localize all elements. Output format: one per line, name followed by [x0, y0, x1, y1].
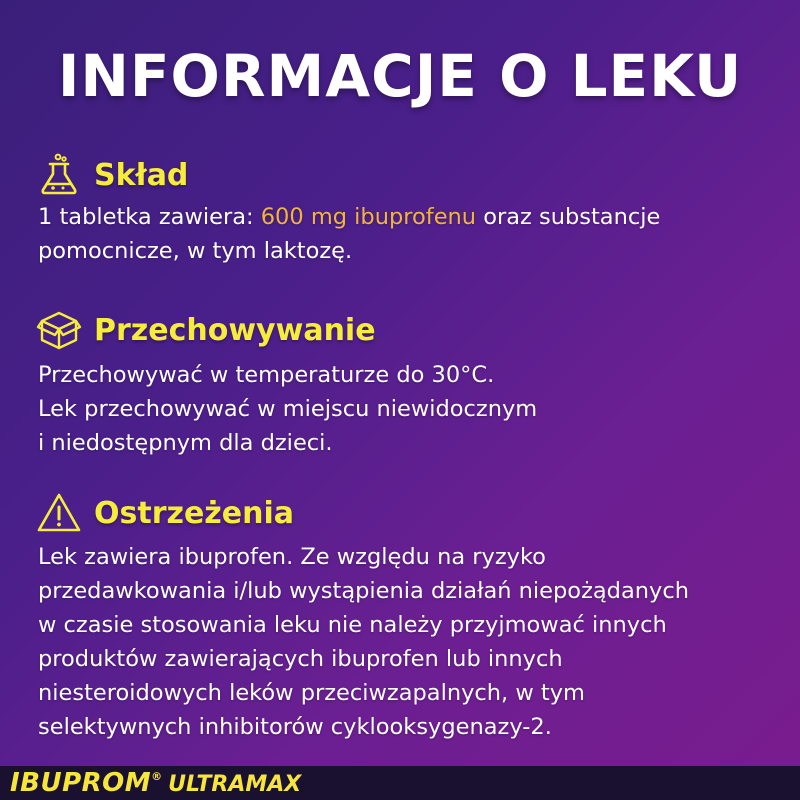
text-line: w czasie stosowania leku nie należy przyjmować innych	[38, 612, 667, 638]
section-ostrzezenia-header	[36, 488, 294, 538]
section-ostrzezenia-text	[38, 540, 689, 744]
text-line: selektywnych inhibitorów cyklooksygenazy-2.	[38, 714, 552, 740]
brand-suffix: ULTRAMAX	[168, 772, 302, 797]
section-przechowywanie-header	[36, 305, 376, 355]
box-icon	[36, 307, 82, 353]
text-line: produktów zawierających ibuprofen lub innych	[38, 646, 563, 672]
section-heading: Skład	[94, 157, 189, 193]
brand-logo	[10, 768, 301, 798]
text-line	[38, 200, 660, 234]
registered-mark: ®	[151, 770, 163, 783]
text-line: Lek zawiera ibuprofen. Ze względu na ryzyko	[38, 544, 546, 570]
section-przechowywanie-text	[38, 358, 537, 460]
text-line: i niedostępnym dla dzieci.	[38, 430, 333, 456]
text-fragment: 1 tabletka zawiera:	[38, 204, 261, 230]
text-line: niesteroidowych leków przeciwzapalnych, w tym	[38, 680, 585, 706]
brand-name: IBUPROM	[10, 768, 152, 798]
section-heading: Przechowywanie	[94, 312, 376, 348]
dose-highlight: 600 mg ibuprofenu	[260, 204, 477, 230]
section-sklad-text	[38, 200, 660, 268]
text-line: pomocnicze, w tym laktozę.	[38, 238, 353, 264]
text-line: Lek przechowywać w miejscu niewidocznym	[38, 396, 538, 422]
text-line: przedawkowania i/lub wystąpienia działań niepożądanych	[38, 578, 689, 604]
flask-icon	[36, 152, 82, 198]
section-heading: Ostrzeżenia	[94, 495, 294, 531]
text-line: Przechowywać w temperaturze do 30°C.	[38, 362, 495, 388]
section-sklad-header	[36, 150, 188, 200]
warning-icon	[36, 490, 82, 536]
text-fragment: oraz substancje	[476, 204, 661, 230]
page-title: INFORMACJE O LEKU	[57, 42, 743, 110]
